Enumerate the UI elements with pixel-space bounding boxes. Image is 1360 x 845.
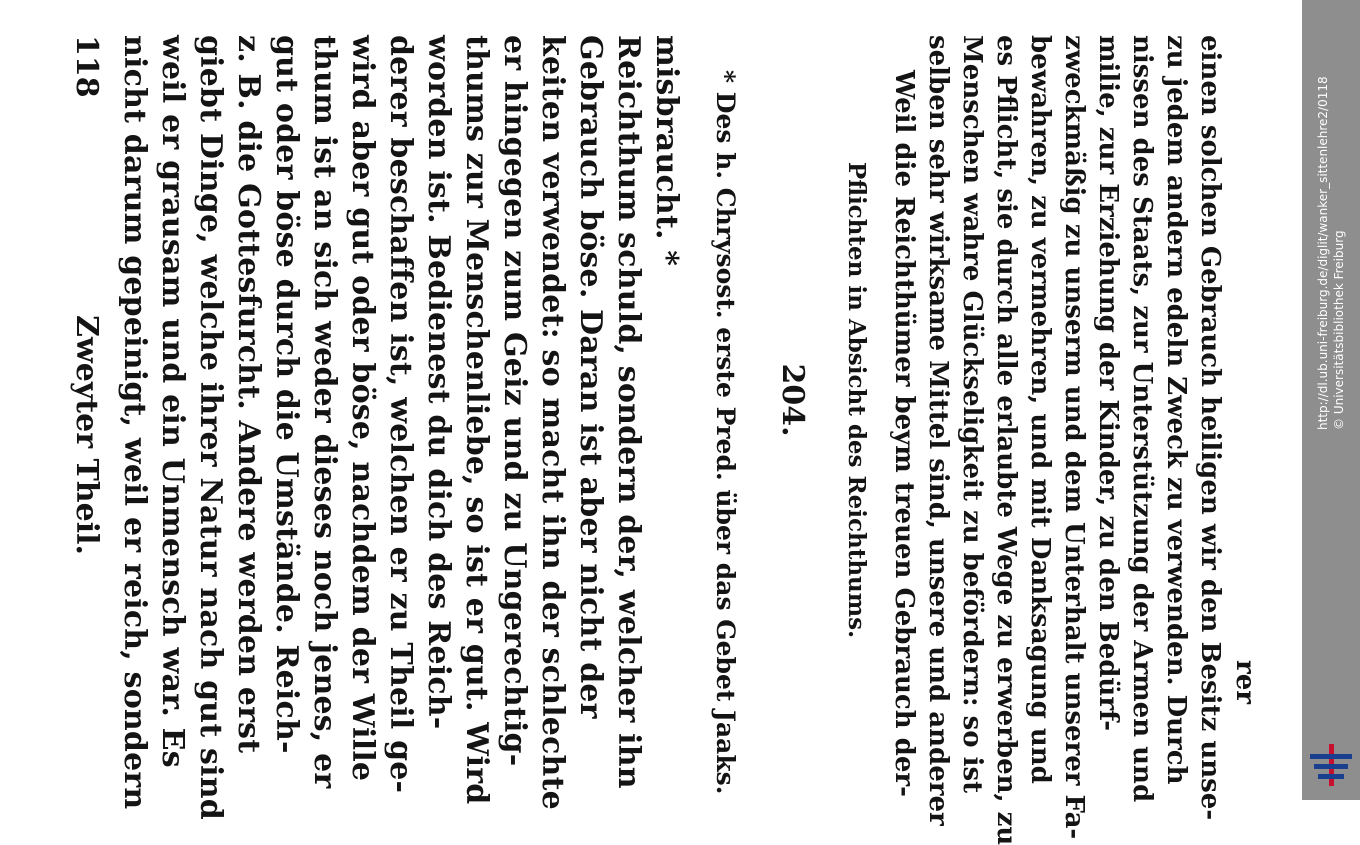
running-head: Zweyter Theil. — [69, 315, 104, 555]
text-line: Weil die Reichthümer beym treuen Gebrauch der- — [889, 70, 919, 797]
text-line: gut oder böse durch die Umstände. Reich- — [269, 35, 304, 754]
text-line: zweckmäßig zu unserm und dem Unterhalt unserer Fa- — [1059, 35, 1089, 840]
text-line: nissen des Staats, zur Unterstützung der Armen und — [1127, 35, 1157, 803]
text-line: giebt Dinge, welche ihrer Natur nach gut sind — [193, 35, 228, 820]
page-number: 118 — [69, 35, 104, 98]
text-line: zu jedem andern edeln Zweck zu verwenden. Durch — [1161, 35, 1191, 785]
text-line: derer beschaffen ist, welchen er zu Theil ge- — [383, 35, 418, 794]
text-line: Menschen wahre Glückseligkeit zu befördern: so ist — [957, 35, 987, 794]
text-line: Reichthum schuld, sondern der, welcher ihn — [611, 35, 646, 789]
text-line: selben sehr wirksame Mittel sind, unsere und anderer — [923, 35, 953, 826]
catchword: rer — [1230, 660, 1260, 704]
text-line: Gebrauch böse. Daran ist aber nicht der — [573, 35, 608, 719]
text-line: z. B. die Gottesfurcht. Andere werden erst — [231, 35, 266, 754]
text-line: thum ist an sich weder dieses noch jenes, er — [307, 35, 342, 789]
text-line: thums zur Menschenliebe, so ist er gut. Wird — [459, 35, 494, 805]
section-number: 204. — [775, 363, 810, 437]
library-logo-icon — [1310, 744, 1352, 786]
section-title: Pflichten in Absicht des Reichthums. — [843, 161, 870, 639]
text-line: bewahren, zu vermehren, und mit Danksagung und — [1025, 35, 1055, 784]
page-header — [58, 35, 104, 715]
text-line: er hingegen zum Geiz und zu Ungerechtig- — [497, 35, 532, 767]
text-line: worden ist. Bedienest du dich des Reich- — [421, 35, 456, 730]
viewer-sidebar — [1302, 0, 1360, 800]
text-line: milie, zur Erziehung der Kinder, zu den Bedürf- — [1093, 35, 1123, 732]
text-line: einen solchen Gebrauch heiligen wir den Besitz unse- — [1195, 35, 1225, 821]
text-line: keiten verwendet: so macht ihn der schlechte — [535, 35, 570, 810]
text-line: nicht darum gepeinigt, weil er reich, sondern — [117, 35, 152, 810]
text-line: es Pflicht, sie durch alle erlaubte Wege zu erwerben, zu — [991, 35, 1021, 845]
footnote: * Des h. Chrysost. erste Pred. über das Gebet Jaaks. — [711, 70, 740, 795]
source-url: http://dl.ub.uni-freiburg.de/diglit/wanker_sittenlehre2/0118 — [1316, 76, 1330, 430]
text-line: misbraucht. * — [649, 35, 684, 267]
text-line: wird aber gut oder böse, nachdem der Wille — [345, 35, 380, 782]
text-line: weil er grausam und ein Unmensch war. Es — [155, 35, 190, 768]
copyright-notice: © Universitätsbibliothek Freiburg — [1332, 230, 1346, 430]
